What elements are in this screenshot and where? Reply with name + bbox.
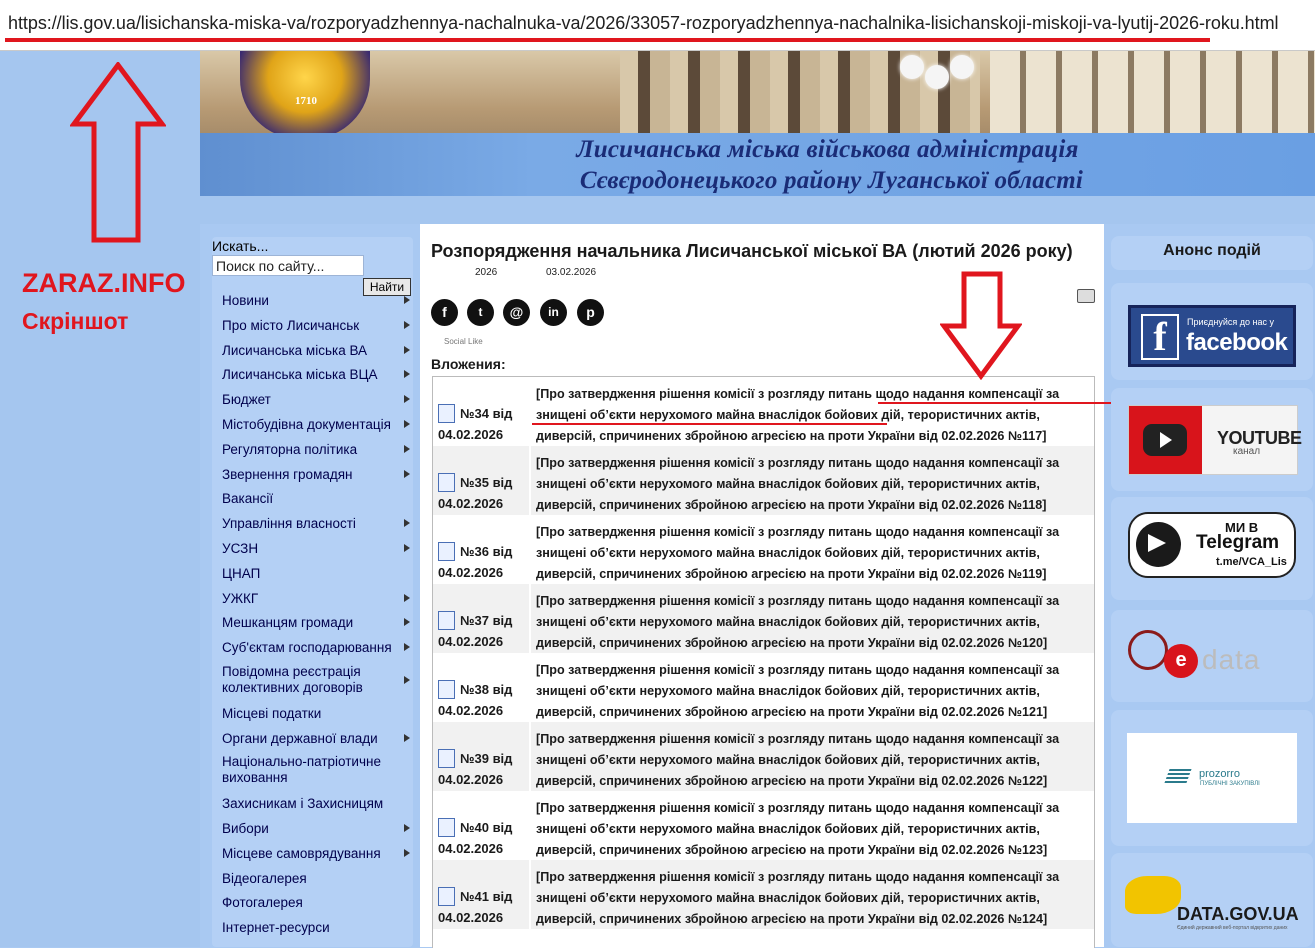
watermark-title: ZARAZ.INFO: [22, 268, 186, 298]
attachment-description-link[interactable]: [Про затвердження рішення комісії з розгляду питань щодо надання компенсації за знищені об’єкти нерухомого майна внаслідок бойових дій, терористичних актів, диверсій, спричинених збройною агресією на проти України від 02.02.2026 №122]: [536, 732, 1060, 788]
chevron-right-icon: [404, 346, 410, 354]
attachment-description-cell: [531, 446, 1094, 515]
sidebar-menu-item[interactable]: [222, 464, 412, 486]
attachment-description-link[interactable]: [Про затвердження рішення комісії з розгляду питань щодо надання компенсації за знищені об’єкти нерухомого майна внаслідок бойових дій, терористичних актів, диверсій, спричинених збройною агресією на проти України від 02.02.2026 №124]: [536, 870, 1060, 926]
sidebar-menu-item[interactable]: [222, 538, 412, 560]
attachment-date: 04.02.2026: [438, 910, 504, 925]
annotation-underline: [878, 402, 1111, 404]
chevron-right-icon: [404, 420, 410, 428]
sidebar-menu-item[interactable]: [222, 868, 412, 890]
prozorro-banner[interactable]: [1127, 733, 1297, 823]
address-bar[interactable]: [0, 0, 1315, 51]
sidebar-menu-item-label: Містобудівна документація: [222, 416, 391, 432]
facebook-icon[interactable]: f: [431, 299, 458, 326]
article-date: 03.02.2026: [546, 267, 597, 278]
attachments-table: [432, 376, 1095, 948]
chevron-right-icon: [404, 676, 410, 684]
datagov-banner-name: DATA.GOV.UA: [1177, 904, 1299, 924]
sidebar-menu-item[interactable]: [222, 588, 412, 610]
header-banner: [200, 51, 1315, 196]
sidebar-menu-item-label: Місцеві податки: [222, 705, 322, 721]
pinterest-icon[interactable]: p: [577, 299, 604, 326]
url-highlight-underline: [5, 38, 1210, 42]
sidebar-menu-item[interactable]: [222, 752, 412, 790]
attachment-description-link[interactable]: [Про затвердження рішення комісії з розгляду питань щодо надання компенсації за знищені об’єкти нерухомого майна внаслідок бойових дій, терористичних актів, диверсій, спричинених збройною агресією на проти України від 02.02.2026 №118]: [536, 456, 1060, 512]
attachment-description-cell: [531, 791, 1094, 860]
sidebar-menu-item-label: ЦНАП: [222, 565, 261, 581]
attachment-description-cell: [531, 515, 1094, 584]
linkedin-icon[interactable]: in: [540, 299, 567, 326]
attachment-number[interactable]: №35 від: [460, 475, 513, 490]
table-row: [433, 722, 1094, 791]
attachment-number[interactable]: №40 від: [460, 820, 513, 835]
events-heading: Анонс подій: [1111, 236, 1313, 270]
attachment-description-link[interactable]: [Про затвердження рішення комісії з розгляду питань щодо надання компенсації за знищені об’єкти нерухомого майна внаслідок бойових дій, терористичних актів, диверсій, спричинених збройною агресією на проти України від 02.02.2026 №120]: [536, 594, 1060, 650]
attachment-number-cell: [433, 653, 529, 722]
document-icon[interactable]: [438, 680, 455, 699]
sidebar-menu-item[interactable]: [222, 662, 412, 700]
youtube-banner-name: YOUTUBE: [1217, 428, 1302, 448]
attachment-number[interactable]: №39 від: [460, 751, 513, 766]
attachment-description-cell: [531, 377, 1094, 446]
telegram-banner[interactable]: [1128, 512, 1296, 578]
chevron-right-icon: [404, 618, 410, 626]
sidebar-menu-item-label: Новини: [222, 293, 269, 308]
chevron-right-icon: [404, 643, 410, 651]
table-row: [433, 860, 1094, 929]
sidebar-menu-item[interactable]: [222, 728, 412, 750]
document-icon[interactable]: [438, 887, 455, 906]
attachments-label: Вложения:: [431, 356, 506, 372]
annotation-underline: [532, 423, 887, 425]
chevron-right-icon: [404, 849, 410, 857]
chevron-right-icon: [404, 370, 410, 378]
sidebar-menu-item-label: Звернення громадян: [222, 466, 353, 482]
prozorro-banner-sub: ПУБЛІЧНІ ЗАКУПІВЛІ: [1200, 781, 1260, 787]
chevron-right-icon: [404, 321, 410, 329]
attachment-number-cell: [433, 860, 529, 929]
annotation-up-arrow-icon: [70, 62, 166, 244]
prozorro-logo-icon: [1164, 769, 1191, 783]
edata-ring-icon: [1128, 630, 1168, 670]
sidebar-menu-item-label: Фотогалерея: [222, 895, 303, 911]
table-row: [433, 791, 1094, 860]
social-like-label: Social Like: [444, 337, 483, 346]
sidebar-menu-item-label: Інтернет-ресурси: [222, 920, 330, 936]
attachment-date: 04.02.2026: [438, 841, 504, 856]
print-icon[interactable]: [1077, 289, 1095, 303]
prozorro-banner-name: prozorro: [1199, 768, 1240, 780]
document-icon[interactable]: [438, 749, 455, 768]
facebook-banner-name: facebook: [1186, 329, 1288, 356]
attachment-date: 04.02.2026: [438, 565, 504, 580]
sidebar-menu-item[interactable]: [222, 364, 412, 386]
sidebar-menu-item-label: Суб'єктам господарювання: [222, 640, 392, 656]
attachment-description-cell: [531, 653, 1094, 722]
twitter-icon[interactable]: t: [467, 299, 494, 326]
street-lamp-icon: [900, 55, 924, 79]
sidebar-menu-item[interactable]: [222, 818, 412, 840]
sidebar-menu-item[interactable]: [222, 843, 412, 865]
sidebar-menu-item[interactable]: [222, 389, 412, 411]
search-label: Искать...: [212, 238, 269, 254]
datagov-banner[interactable]: [1125, 870, 1305, 940]
sidebar-menu-item-label: Вакансії: [222, 491, 274, 507]
ukraine-map-icon: [1125, 876, 1181, 914]
sidebar-menu-item-label: Бюджет: [222, 392, 271, 408]
chevron-right-icon: [404, 594, 410, 602]
street-lamp-icon: [950, 55, 974, 79]
sidebar-menu-item[interactable]: [222, 793, 412, 815]
attachment-number[interactable]: №37 від: [460, 613, 513, 628]
search-input[interactable]: [212, 255, 364, 276]
watermark-subtitle: Скріншот: [22, 308, 129, 334]
chevron-right-icon: [404, 445, 410, 453]
attachment-date: 04.02.2026: [438, 496, 504, 511]
article-category[interactable]: 2026: [475, 267, 498, 278]
sidebar-menu-item-label: Місцеве самоврядування: [222, 845, 381, 861]
sidebar-menu-item[interactable]: [222, 637, 412, 659]
site-title-line1: Лисичанська міська військова адміністрація: [576, 136, 1079, 163]
attachment-date: 04.02.2026: [438, 703, 504, 718]
email-icon[interactable]: @: [503, 299, 530, 326]
paper-plane-icon: [1148, 534, 1166, 552]
telegram-banner-handle: t.me/VCA_Lis: [1216, 556, 1287, 568]
attachment-number[interactable]: №41 від: [460, 889, 513, 904]
edata-letter-icon: e: [1164, 644, 1198, 678]
facebook-banner-caption: Приєднуйся до нас у: [1187, 317, 1274, 327]
sidebar-menu-item-label: Регуляторна політика: [222, 441, 358, 457]
sidebar-menu-item[interactable]: [222, 488, 412, 510]
attachment-description-link[interactable]: [Про затвердження рішення комісії з розгляду питань щодо надання компенсації за знищені об’єкти нерухомого майна внаслідок бойових дій, терористичних актів, диверсій, спричинених збройною агресією на проти України від 02.02.2026 №117]: [536, 387, 1060, 443]
youtube-banner-sub: канал: [1233, 446, 1261, 457]
attachment-description-link[interactable]: [Про затвердження рішення комісії з розгляду питань щодо надання компенсації за знищені об’єкти нерухомого майна внаслідок бойових дій, терористичних актів, диверсій, спричинених збройною агресією на проти України від 02.02.2026 №123]: [536, 801, 1060, 857]
sidebar-menu-item[interactable]: [222, 892, 412, 914]
attachment-description-cell: [531, 584, 1094, 653]
search-button[interactable]: Найти: [363, 278, 411, 296]
document-icon[interactable]: [438, 542, 455, 561]
chevron-right-icon: [404, 734, 410, 742]
document-icon[interactable]: [438, 404, 455, 423]
sidebar-menu-item-label: Органи державної влади: [222, 730, 378, 746]
street-lamp-icon: [925, 65, 949, 89]
table-row: [433, 377, 1094, 446]
attachment-description-cell: [531, 722, 1094, 791]
attachment-number-cell: [433, 584, 529, 653]
attachment-date: 04.02.2026: [438, 772, 504, 787]
sidebar-menu-item[interactable]: [222, 414, 412, 436]
sidebar-menu-item[interactable]: [222, 612, 412, 634]
annotation-down-arrow-icon: [940, 270, 1022, 380]
site-title-line2: Сєвєродонецького району Луганської області: [579, 167, 1084, 194]
facebook-logo-icon: f: [1141, 314, 1179, 360]
edata-banner[interactable]: [1128, 630, 1300, 680]
attachment-description-link[interactable]: [Про затвердження рішення комісії з розгляду питань щодо надання компенсації за знищені об’єкти нерухомого майна внаслідок бойових дій, терористичних актів, диверсій, спричинених збройною агресією на проти України від 02.02.2026 №119]: [536, 525, 1060, 581]
sidebar-menu-item-label: Повідомна реєстрація колективних договорів: [222, 663, 363, 695]
sidebar-menu-item[interactable]: [222, 290, 412, 312]
chevron-right-icon: [404, 395, 410, 403]
youtube-banner[interactable]: [1128, 405, 1302, 475]
page-title: Розпорядження начальника Лисичанської міської ВА (лютий 2026 року): [431, 241, 1073, 261]
attachment-number-cell: [433, 446, 529, 515]
sidebar-menu-item-label: Вибори: [222, 820, 269, 836]
play-triangle-icon: [1160, 432, 1172, 448]
attachment-description-link[interactable]: [Про затвердження рішення комісії з розгляду питань щодо надання компенсації за знищені об’єкти нерухомого майна внаслідок бойових дій, терористичних актів, диверсій, спричинених збройною агресією на проти України від 02.02.2026 №121]: [536, 663, 1060, 719]
sidebar-menu: [222, 290, 412, 942]
sidebar-menu-item[interactable]: [222, 917, 412, 939]
table-row: [433, 515, 1094, 584]
chevron-right-icon: [404, 824, 410, 832]
sidebar-menu-item-label: УСЗН: [222, 540, 259, 556]
table-row: [433, 584, 1094, 653]
attachment-number[interactable]: №38 від: [460, 682, 513, 697]
attachment-number-cell: [433, 377, 529, 446]
table-row: [433, 653, 1094, 722]
coat-of-arms-year: 1710: [295, 95, 317, 107]
sidebar-menu-item-label: Про місто Лисичанськ: [222, 317, 360, 333]
sidebar-menu-item[interactable]: [222, 340, 412, 362]
facebook-banner[interactable]: [1128, 305, 1296, 367]
telegram-banner-caption: МИ В: [1225, 520, 1259, 535]
sidebar-menu-item-label: Захисникам і Захисницям: [222, 796, 384, 812]
banner-spacer: [200, 196, 1315, 224]
sidebar-menu-item[interactable]: [222, 439, 412, 461]
chevron-right-icon: [404, 544, 410, 552]
table-row: [433, 446, 1094, 515]
document-icon[interactable]: [438, 611, 455, 630]
sidebar-menu-item-label: Відеогалерея: [222, 870, 307, 886]
attachment-number[interactable]: №36 від: [460, 544, 513, 559]
chevron-right-icon: [404, 296, 410, 304]
attachment-description-cell: [531, 860, 1094, 929]
sidebar-menu-item-label: Лисичанська міська ВА: [222, 342, 368, 358]
sidebar-menu-item[interactable]: [222, 315, 412, 337]
document-icon[interactable]: [438, 473, 455, 492]
sidebar-menu-item[interactable]: [222, 513, 412, 535]
sidebar-menu-item-label: УЖКГ: [222, 590, 259, 606]
attachment-number-cell: [433, 515, 529, 584]
edata-banner-name: data: [1202, 644, 1261, 675]
sidebar-menu-item-label: Національно-патріотичне виховання: [222, 754, 381, 786]
sidebar-menu-item[interactable]: [222, 703, 412, 725]
document-icon[interactable]: [438, 818, 455, 837]
chevron-right-icon: [404, 470, 410, 478]
sidebar-menu-item-label: Управління власності: [222, 516, 356, 532]
datagov-banner-sub: Єдиний державний веб-портал відкритих даних: [1177, 925, 1288, 931]
sidebar-menu-item[interactable]: [222, 563, 412, 585]
url-text[interactable]: https://lis.gov.ua/lisichanska-miska-va/rozporyadzhennya-nachalnuka-va/2026/33057-rozporyadzhennya-nachalnika-lisichanskoji-miskoji-va-lyutij-2026-roku.html: [8, 13, 1279, 33]
chevron-right-icon: [404, 519, 410, 527]
sidebar-menu-item-label: Лисичанська міська ВЦА: [222, 367, 378, 383]
attachment-date: 04.02.2026: [438, 634, 504, 649]
attachment-number-cell: [433, 722, 529, 791]
attachment-date: 04.02.2026: [438, 427, 504, 442]
attachment-number[interactable]: №34 від: [460, 406, 513, 421]
attachment-number-cell: [433, 791, 529, 860]
telegram-banner-name: Telegram: [1196, 532, 1280, 553]
sidebar-menu-item-label: Мешканцям громади: [222, 615, 354, 631]
